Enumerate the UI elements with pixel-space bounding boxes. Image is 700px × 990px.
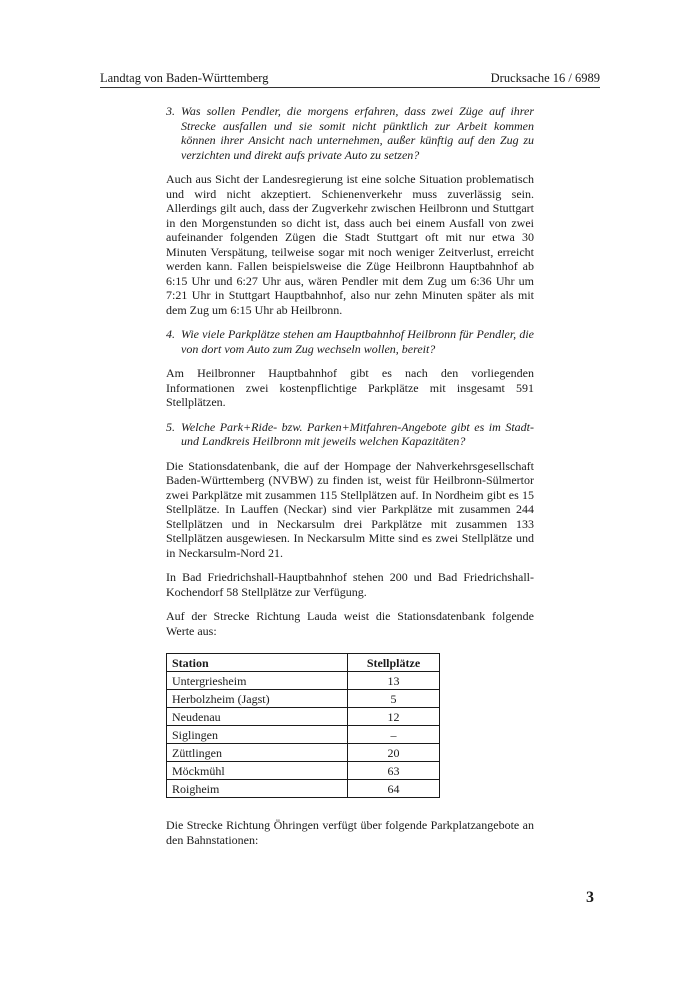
header-rule xyxy=(100,87,600,88)
table-row xyxy=(167,672,440,690)
column-header-stellplaetze: Stellplätze xyxy=(348,654,440,672)
question-text: Wie viele Parkplätze stehen am Hauptbahnhof Heilbronn für Pendler, die von dort vom Auto zum Zug wechseln wollen, bereit? xyxy=(181,327,534,356)
question-number: 4. xyxy=(166,327,175,341)
question-number: 3. xyxy=(166,104,175,118)
question-5 xyxy=(166,420,534,449)
station-cell: Züttlingen xyxy=(167,744,348,762)
stellplaetze-cell: 5 xyxy=(348,690,440,708)
parking-table xyxy=(166,653,440,798)
stellplaetze-cell: 64 xyxy=(348,780,440,798)
stellplaetze-cell: 20 xyxy=(348,744,440,762)
page-header xyxy=(100,71,600,85)
document-number: Drucksache 16 / 6989 xyxy=(490,71,600,85)
table-row xyxy=(167,708,440,726)
header-title: Landtag von Baden-Württemberg xyxy=(100,71,269,85)
table-row xyxy=(167,690,440,708)
page-number: 3 xyxy=(586,889,594,906)
stellplaetze-cell: 63 xyxy=(348,762,440,780)
station-cell: Möckmühl xyxy=(167,762,348,780)
stellplaetze-cell: – xyxy=(348,726,440,744)
station-cell: Roigheim xyxy=(167,780,348,798)
table-row xyxy=(167,726,440,744)
answer-5-paragraph-3: Auf der Strecke Richtung Lauda weist die Stationsdatenbank folgende Werte aus: xyxy=(166,609,534,638)
answer-5-paragraph-2: In Bad Friedrichshall-Hauptbahnhof stehen 200 und Bad Friedrichshall-Kochendorf 58 Stellplätze zur Verfügung. xyxy=(166,570,534,599)
answer-4: Am Heilbronner Hauptbahnhof gibt es nach den vorliegenden Informationen zwei kostenpflichtige Parkplätze mit insgesamt 591 Stellplätzen. xyxy=(166,366,534,409)
question-text: Welche Park+Ride- bzw. Parken+Mitfahren-Angebote gibt es im Stadt- und Landkreis Heilbronn mit jeweils welchen Kapazitäten? xyxy=(181,419,534,448)
question-3 xyxy=(166,104,534,162)
page-content xyxy=(166,104,534,857)
answer-3: Auch aus Sicht der Landesregierung ist eine solche Situation problematisch und wird nicht akzeptiert. Schienenverkehr muss zuverlässig sein. Allerdings gilt auch, dass der Zugverkehr zwischen Heilbronn und Stuttgart in den Morgenstunden so dicht ist, dass auch bei einem Ausfall von zwei aufeinander folgenden Zügen die Stadt Stuttgart oft mit nur etwa 30 Minuten Verspätung, teilweise sogar mit noch weniger Zeitverlust, erreicht werden kann. Fallen beispielsweise die Züge Heilbronn Hauptbahnhof ab 6:15 Uhr und 6:27 Uhr aus, wären Pendler mit dem Zug um 6:36 Uhr um 7:21 Uhr in Stuttgart Hauptbahnhof, also nur zehn Minuten später als mit dem Zug um 6:15 Uhr ab Heilbronn. xyxy=(166,172,534,317)
question-text: Was sollen Pendler, die morgens erfahren, dass zwei Züge auf ihrer Strecke ausfallen und sie somit nicht pünktlich zur Arbeit kommen können ihrer Ansicht nach unternehmen, außer künftig auf den Zug zu verzichten und direkt aufs private Auto zu setzen? xyxy=(181,104,534,162)
table-row xyxy=(167,762,440,780)
stellplaetze-cell: 12 xyxy=(348,708,440,726)
table-row xyxy=(167,780,440,798)
stellplaetze-cell: 13 xyxy=(348,672,440,690)
station-cell: Siglingen xyxy=(167,726,348,744)
station-cell: Neudenau xyxy=(167,708,348,726)
table-row xyxy=(167,744,440,762)
answer-5-paragraph-1: Die Stationsdatenbank, die auf der Hompage der Nahverkehrsgesellschaft Baden-Württemberg (NVBW) zu finden ist, weist für Heilbronn-Sülmertor zwei Parkplätze mit zusammen 115 Stellplätzen auf. In Nordheim gibt es 15 Stellplätze. In Lauffen (Neckar) sind vier Parkplätze mit zusammen 244 Stellplätzen und in Neckarsulm drei Parkplätze mit zusammen 133 Stellplätzen ausgewiesen. In Neckarsulm Mitte sind es zwei Stellplätze und in Neckarsulm-Nord 21. xyxy=(166,458,534,560)
column-header-station: Station xyxy=(167,654,348,672)
question-4 xyxy=(166,327,534,356)
answer-5-paragraph-4: Die Strecke Richtung Öhringen verfügt über folgende Parkplatzangebote an den Bahnstationen: xyxy=(166,818,534,847)
question-number: 5. xyxy=(166,419,175,434)
station-cell: Herbolzheim (Jagst) xyxy=(167,690,348,708)
station-cell: Untergriesheim xyxy=(167,672,348,690)
table-header-row xyxy=(167,654,440,672)
